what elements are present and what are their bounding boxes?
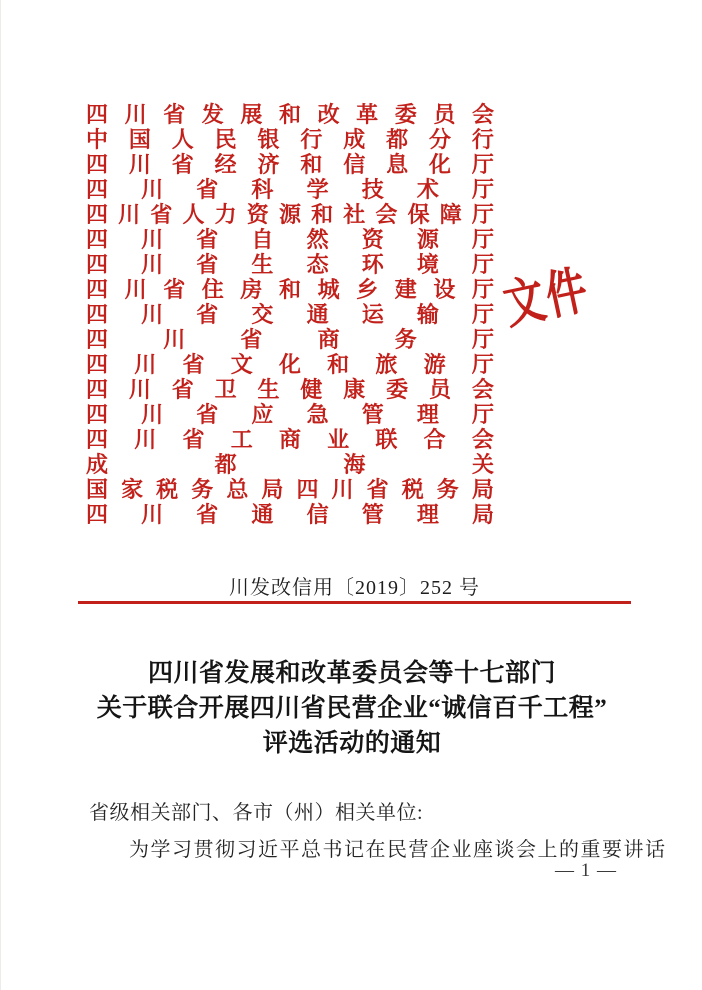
department-row: [86, 127, 494, 152]
department-row: [86, 302, 494, 327]
department-char: 川: [128, 151, 151, 177]
department-char: 四: [296, 476, 319, 502]
department-char: 四: [86, 276, 109, 302]
department-char: 化: [429, 151, 452, 177]
department-char: 川: [141, 401, 164, 427]
department-char: 康: [343, 376, 366, 402]
department-char: 急: [306, 401, 329, 427]
department-char: 民: [214, 126, 237, 152]
department-char: 川: [134, 426, 157, 452]
department-char: 保: [407, 201, 430, 227]
department-char: 厅: [471, 176, 494, 202]
department-char: 科: [251, 176, 274, 202]
department-char: 局: [471, 501, 494, 527]
department-char: 川: [134, 351, 157, 377]
department-char: 厅: [471, 226, 494, 252]
department-char: 川: [141, 226, 164, 252]
department-char: 税: [401, 476, 424, 502]
department-char: 国: [86, 476, 109, 502]
department-char: 川: [141, 176, 164, 202]
department-char: 省: [163, 276, 186, 302]
department-char: 运: [361, 301, 384, 327]
department-char: 理: [416, 501, 439, 527]
department-char: 都: [214, 451, 237, 477]
department-char: 会: [471, 376, 494, 402]
department-char: 厅: [471, 201, 494, 227]
department-char: 四: [86, 326, 109, 352]
department-char: 改: [317, 101, 340, 127]
department-char: 管: [361, 501, 384, 527]
department-char: 务: [191, 476, 214, 502]
department-char: 业: [327, 426, 350, 452]
department-char: 海: [343, 451, 366, 477]
department-char: 卫: [214, 376, 237, 402]
department-char: 省: [366, 476, 389, 502]
department-char: 文: [230, 351, 253, 377]
department-char: 房: [240, 276, 263, 302]
department-char: 省: [150, 201, 173, 227]
department-char: 和: [311, 201, 334, 227]
department-row: [86, 502, 494, 527]
department-char: 障: [439, 201, 462, 227]
department-char: 委: [386, 376, 409, 402]
department-char: 息: [386, 151, 409, 177]
department-char: 商: [317, 326, 340, 352]
department-char: 四: [86, 376, 109, 402]
department-char: 会: [471, 101, 494, 127]
department-row: [86, 152, 494, 177]
department-char: 四: [86, 176, 109, 202]
department-char: 技: [361, 176, 384, 202]
department-char: 川: [128, 376, 151, 402]
document-label: 文件: [498, 261, 595, 336]
issuing-departments-block: [86, 102, 494, 527]
department-char: 四: [86, 351, 109, 377]
department-char: 川: [141, 501, 164, 527]
department-char: 省: [196, 251, 219, 277]
department-char: 省: [182, 351, 205, 377]
red-divider-line: [78, 601, 631, 604]
department-char: 术: [416, 176, 439, 202]
department-char: 省: [196, 301, 219, 327]
department-char: 境: [416, 251, 439, 277]
department-char: 四: [86, 501, 109, 527]
department-char: 生: [251, 251, 274, 277]
department-char: 态: [306, 251, 329, 277]
department-char: 厅: [471, 251, 494, 277]
department-char: 川: [141, 301, 164, 327]
department-char: 成: [343, 126, 366, 152]
department-char: 社: [343, 201, 366, 227]
title-line-1: 四川省发展和改革委员会等十七部门: [147, 660, 556, 687]
department-char: 省: [171, 376, 194, 402]
department-char: 和: [278, 276, 301, 302]
department-char: 商: [278, 426, 301, 452]
department-char: 资: [246, 201, 269, 227]
department-row: [86, 177, 494, 202]
department-char: 行: [471, 126, 494, 152]
department-char: 员: [429, 376, 452, 402]
department-char: 成: [86, 451, 109, 477]
department-char: 革: [356, 101, 379, 127]
department-row: [86, 377, 494, 402]
title-line-2: 关于联合开展四川省民营企业“诚信百千工程”: [96, 695, 608, 722]
department-char: 交: [251, 301, 274, 327]
department-char: 川: [163, 326, 186, 352]
department-char: 通: [251, 501, 274, 527]
department-char: 建: [394, 276, 417, 302]
department-char: 联: [375, 426, 398, 452]
department-char: 输: [416, 301, 439, 327]
department-char: 四: [86, 101, 109, 127]
department-char: 和: [300, 151, 323, 177]
department-char: 力: [214, 201, 237, 227]
department-row: [86, 202, 494, 227]
department-char: 环: [361, 251, 384, 277]
department-char: 游: [423, 351, 446, 377]
page-number: — 1 —: [555, 860, 617, 881]
department-char: 税: [156, 476, 179, 502]
department-char: 合: [423, 426, 446, 452]
department-char: 厅: [471, 326, 494, 352]
department-char: 然: [306, 226, 329, 252]
department-char: 川: [124, 101, 147, 127]
department-char: 国: [128, 126, 151, 152]
department-char: 理: [416, 401, 439, 427]
department-row: [86, 427, 494, 452]
department-char: 乡: [356, 276, 379, 302]
department-char: 经: [214, 151, 237, 177]
document-body: [89, 801, 667, 862]
department-char: 住: [201, 276, 224, 302]
department-row: [86, 252, 494, 277]
department-char: 生: [257, 376, 280, 402]
department-char: 信: [343, 151, 366, 177]
department-char: 川: [118, 201, 141, 227]
department-char: 人: [171, 126, 194, 152]
department-char: 关: [471, 451, 494, 477]
department-char: 源: [278, 201, 301, 227]
department-char: 会: [471, 426, 494, 452]
department-char: 旅: [375, 351, 398, 377]
department-char: 员: [433, 101, 456, 127]
department-char: 厅: [471, 151, 494, 177]
department-char: 管: [361, 401, 384, 427]
department-char: 局: [471, 476, 494, 502]
department-row: [86, 477, 494, 502]
department-char: 川: [331, 476, 354, 502]
department-row: [86, 227, 494, 252]
department-char: 资: [361, 226, 384, 252]
department-char: 发: [201, 101, 224, 127]
department-char: 城: [317, 276, 340, 302]
department-char: 健: [300, 376, 323, 402]
department-char: 厅: [471, 401, 494, 427]
department-char: 四: [86, 426, 109, 452]
department-char: 自: [251, 226, 274, 252]
department-char: 务: [436, 476, 459, 502]
department-char: 济: [257, 151, 280, 177]
department-char: 省: [163, 101, 186, 127]
department-char: 信: [306, 501, 329, 527]
department-char: 四: [86, 151, 109, 177]
document-number: 川发改信用〔2019〕252 号: [229, 577, 480, 599]
department-row: [86, 327, 494, 352]
department-char: 四: [86, 301, 109, 327]
department-char: 应: [251, 401, 274, 427]
title-line-3: 评选活动的通知: [262, 730, 442, 757]
department-char: 省: [171, 151, 194, 177]
department-row: [86, 102, 494, 127]
department-char: 会: [375, 201, 398, 227]
department-char: 委: [394, 101, 417, 127]
department-char: 局: [261, 476, 284, 502]
department-char: 省: [196, 226, 219, 252]
department-row: [86, 402, 494, 427]
department-char: 厅: [471, 351, 494, 377]
department-char: 省: [196, 501, 219, 527]
department-char: 和: [278, 101, 301, 127]
department-char: 化: [278, 351, 301, 377]
department-char: 人: [182, 201, 205, 227]
department-char: 总: [226, 476, 249, 502]
department-char: 工: [230, 426, 253, 452]
department-char: 省: [196, 176, 219, 202]
department-char: 中: [86, 126, 109, 152]
department-char: 学: [306, 176, 329, 202]
department-char: 省: [240, 326, 263, 352]
department-char: 四: [86, 251, 109, 277]
department-char: 家: [121, 476, 144, 502]
department-char: 川: [141, 251, 164, 277]
department-char: 分: [429, 126, 452, 152]
department-char: 行: [300, 126, 323, 152]
department-char: 银: [257, 126, 280, 152]
department-char: 省: [182, 426, 205, 452]
department-char: 都: [386, 126, 409, 152]
department-char: 展: [240, 101, 263, 127]
department-row: [86, 352, 494, 377]
department-char: 四: [86, 201, 109, 227]
department-char: 厅: [471, 301, 494, 327]
document-title: [1, 656, 702, 761]
salutation: 省级相关部门、各市（州）相关单位:: [89, 802, 424, 824]
department-char: 设: [433, 276, 456, 302]
department-char: 四: [86, 401, 109, 427]
department-row: [86, 277, 494, 302]
department-char: 通: [306, 301, 329, 327]
department-char: 省: [196, 401, 219, 427]
department-char: 川: [124, 276, 147, 302]
body-paragraph: 为学习贯彻习近平总书记在民营企业座谈会上的重要讲话: [129, 839, 667, 861]
department-row: [86, 452, 494, 477]
department-char: 四: [86, 226, 109, 252]
department-char: 厅: [471, 276, 494, 302]
department-char: 源: [416, 226, 439, 252]
department-char: 务: [394, 326, 417, 352]
department-char: 和: [327, 351, 350, 377]
